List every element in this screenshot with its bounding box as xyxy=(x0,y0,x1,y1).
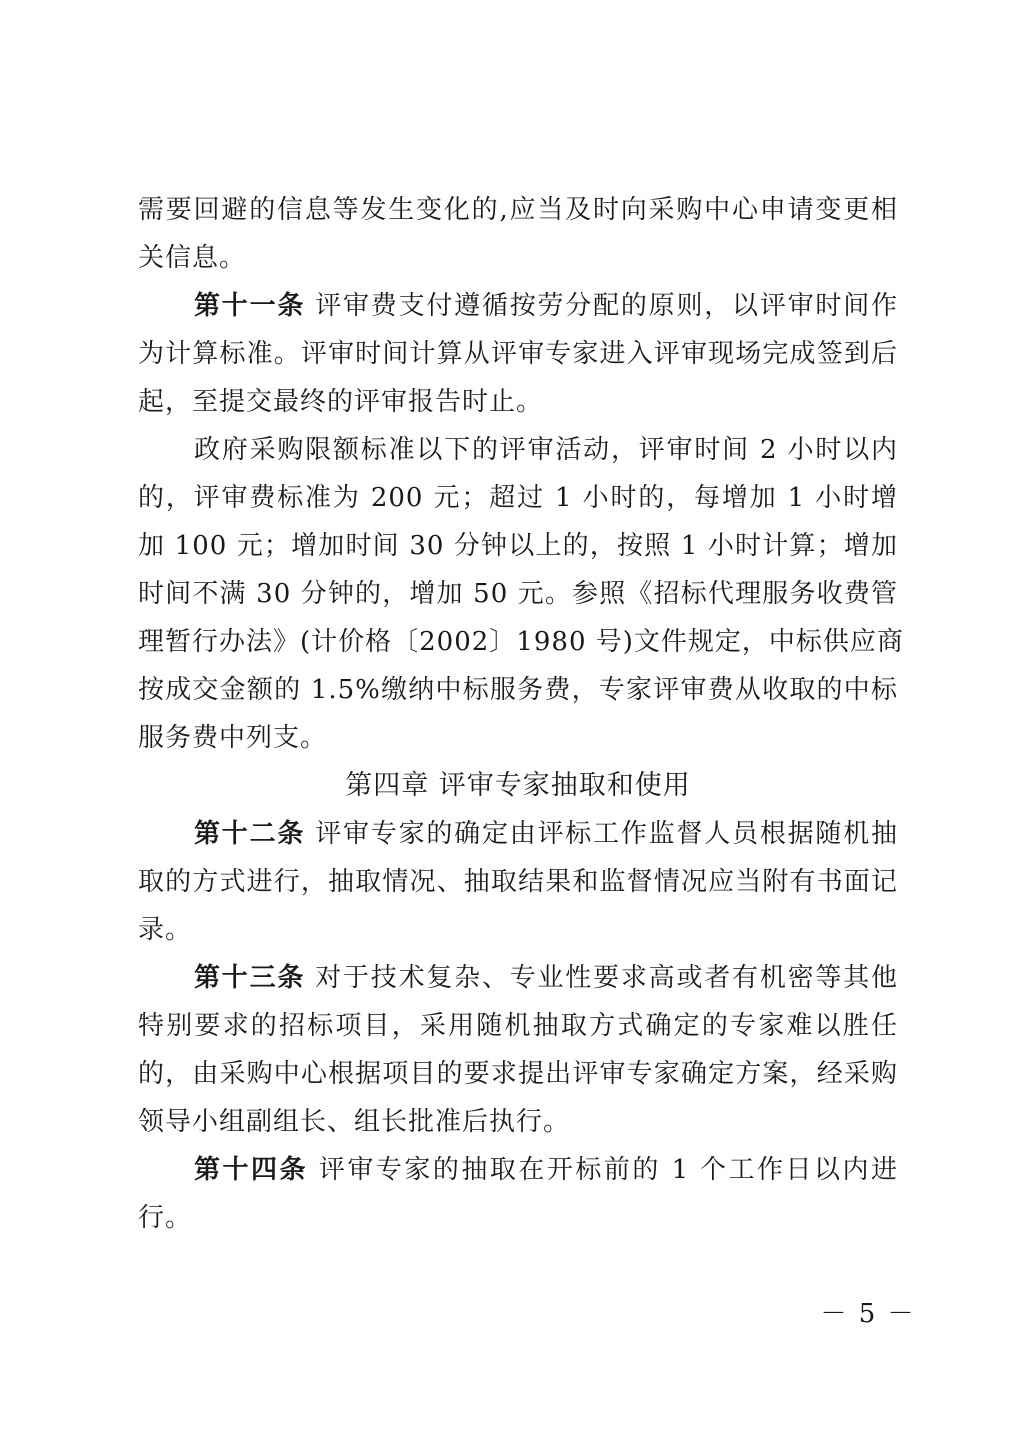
paragraph-line: 的，评审费标准为 200 元；超过 1 小时的，每增加 1 小时增 xyxy=(138,483,898,513)
paragraph-line: 关信息。 xyxy=(138,243,247,273)
paragraph-line: 政府采购限额标准以下的评审活动，评审时间 2 小时以内 xyxy=(194,435,898,465)
article-14-line xyxy=(138,1146,898,1194)
article-text: 评审专家的抽取在开标前的 1 个工作日以内进 xyxy=(318,1155,898,1185)
paragraph-line: 行。 xyxy=(138,1203,193,1233)
paragraph-line: 理暂行办法》(计价格〔2002〕1980 号)文件规定，中标供应商 xyxy=(138,627,904,657)
paragraph-line: 的，由采购中心根据项目的要求提出评审专家确定方案，经采购 xyxy=(138,1059,898,1089)
article-text: 对于技术复杂、专业性要求高或者有机密等其他 xyxy=(315,963,898,993)
chapter-heading: 第四章 评审专家抽取和使用 xyxy=(345,770,691,801)
paragraph-line: 服务费中列支。 xyxy=(138,723,328,753)
article-number: 第十四条 xyxy=(194,1155,309,1185)
article-number: 第十三条 xyxy=(194,963,306,993)
paragraph-line: 加 100 元；增加时间 30 分钟以上的，按照 1 小时计算；增加 xyxy=(138,531,898,561)
article-11-line xyxy=(138,282,898,330)
paragraph-line: 起，至提交最终的评审报告时止。 xyxy=(138,387,544,417)
paragraph-line: 录。 xyxy=(138,915,193,945)
page-number: － 5 － xyxy=(820,1299,916,1329)
article-12-line xyxy=(138,810,898,858)
article-text: 评审专家的确定由评标工作监督人员根据随机抽 xyxy=(315,819,898,849)
paragraph-line: 需要回避的信息等发生变化的,应当及时向采购中心申请变更相 xyxy=(138,195,898,225)
article-text: 评审费支付遵循按劳分配的原则，以评审时间作 xyxy=(315,291,898,321)
document-body xyxy=(138,186,904,1242)
article-number: 第十二条 xyxy=(194,819,306,849)
paragraph-line: 取的方式进行，抽取情况、抽取结果和监督情况应当附有书面记 xyxy=(138,867,898,897)
article-13-line xyxy=(138,954,898,1002)
article-number: 第十一条 xyxy=(194,291,306,321)
paragraph-line: 特别要求的招标项目，采用随机抽取方式确定的专家难以胜任 xyxy=(138,1011,898,1041)
paragraph-line: 领导小组副组长、组长批准后执行。 xyxy=(138,1107,571,1137)
paragraph-line: 为计算标准。评审时间计算从评审专家进入评审现场完成签到后 xyxy=(138,339,898,369)
paragraph-line: 按成交金额的 1.5%缴纳中标服务费，专家评审费从收取的中标 xyxy=(138,675,898,705)
paragraph-line: 时间不满 30 分钟的，增加 50 元。参照《招标代理服务收费管 xyxy=(138,579,898,609)
